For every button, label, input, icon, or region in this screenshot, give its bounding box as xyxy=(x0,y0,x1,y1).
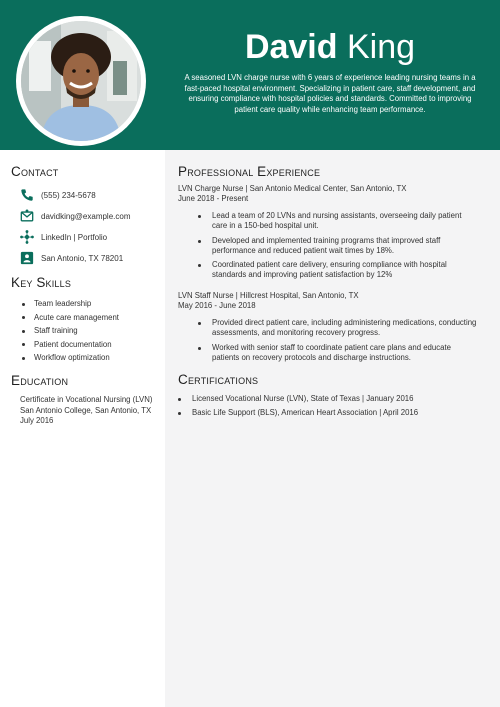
job-bullet: Provided direct patient care, including administering medications, conducting assessments, and monitoring recovery progress. xyxy=(198,318,478,338)
skill-item: Workflow optimization xyxy=(20,351,160,365)
job-2-bullets xyxy=(198,318,478,367)
job-bullet: Developed and implemented training programs that improved staff performance and reduced patient wait times by 18%. xyxy=(198,236,478,256)
job-bullet: Lead a team of 20 LVNs and nursing assistants, overseeing daily patient care in a 150-bed hospital unit. xyxy=(198,211,478,231)
job-1-bullets xyxy=(198,211,478,285)
profile-photo-frame xyxy=(16,16,146,146)
skills-list xyxy=(20,297,160,365)
skills-section-title: Key Skills xyxy=(11,275,72,290)
job-bullet: Coordinated patient care delivery, ensuring compliance with hospital standards and improving patient satisfaction by 12% xyxy=(198,260,478,280)
resume-header xyxy=(0,0,500,150)
skill-item: Staff training xyxy=(20,324,160,338)
last-name: King xyxy=(346,28,416,66)
skill-item: Acute care management xyxy=(20,311,160,325)
education-section-title: Education xyxy=(11,373,69,388)
professional-summary: A seasoned LVN charge nurse with 6 years of experience leading nursing teams in a fast-paced hospital environment. Specializing in patient care, staff development, and ensuring compliance with hospital policies and standards. Committed to improving patient care quality while enhancing team performance. xyxy=(184,73,476,114)
contact-section-title: Contact xyxy=(11,164,59,179)
experience-section-title: Professional Experience xyxy=(178,164,321,179)
location-icon xyxy=(20,251,34,265)
contact-location xyxy=(20,250,123,266)
skill-item: Patient documentation xyxy=(20,338,160,352)
phone-icon xyxy=(20,188,34,202)
contact-linkedin-text: LinkedIn | Portfolio xyxy=(41,232,108,242)
certification-item: Basic Life Support (BLS), American Heart Association | April 2016 xyxy=(178,406,478,420)
candidate-name xyxy=(160,26,500,68)
education-entry xyxy=(20,395,160,427)
job-1-heading: LVN Charge Nurse | San Antonio Medical Center, San Antonio, TX xyxy=(178,184,407,193)
certification-item: Licensed Vocational Nurse (LVN), State of Texas | January 2016 xyxy=(178,392,478,406)
contact-linkedin[interactable] xyxy=(20,229,107,245)
contact-email[interactable] xyxy=(20,208,131,224)
linkedin-icon xyxy=(20,230,34,244)
contact-phone-text: (555) 234-5678 xyxy=(41,190,96,200)
job-2-heading: LVN Staff Nurse | Hillcrest Hospital, San Antonio, TX xyxy=(178,291,359,300)
contact-location-text: San Antonio, TX 78201 xyxy=(41,253,124,263)
education-degree: Certificate in Vocational Nursing (LVN) xyxy=(20,395,153,404)
certifications-section-title: Certifications xyxy=(178,372,259,387)
education-school: San Antonio College, San Antonio, TX xyxy=(20,405,152,415)
job-2-dates: May 2016 - June 2018 xyxy=(178,301,256,310)
certifications-list xyxy=(178,392,478,420)
contact-phone[interactable] xyxy=(20,187,96,203)
job-1-dates: June 2018 - Present xyxy=(178,194,249,203)
email-icon xyxy=(20,209,34,223)
first-name: David xyxy=(244,28,338,66)
contact-email-text: davidking@example.com xyxy=(41,211,131,221)
profile-photo xyxy=(21,21,141,141)
skill-item: Team leadership xyxy=(20,297,160,311)
job-bullet: Worked with senior staff to coordinate patient care plans and educate patients on recovery protocols and discharge instructions. xyxy=(198,343,478,363)
education-date: July 2016 xyxy=(20,416,54,425)
